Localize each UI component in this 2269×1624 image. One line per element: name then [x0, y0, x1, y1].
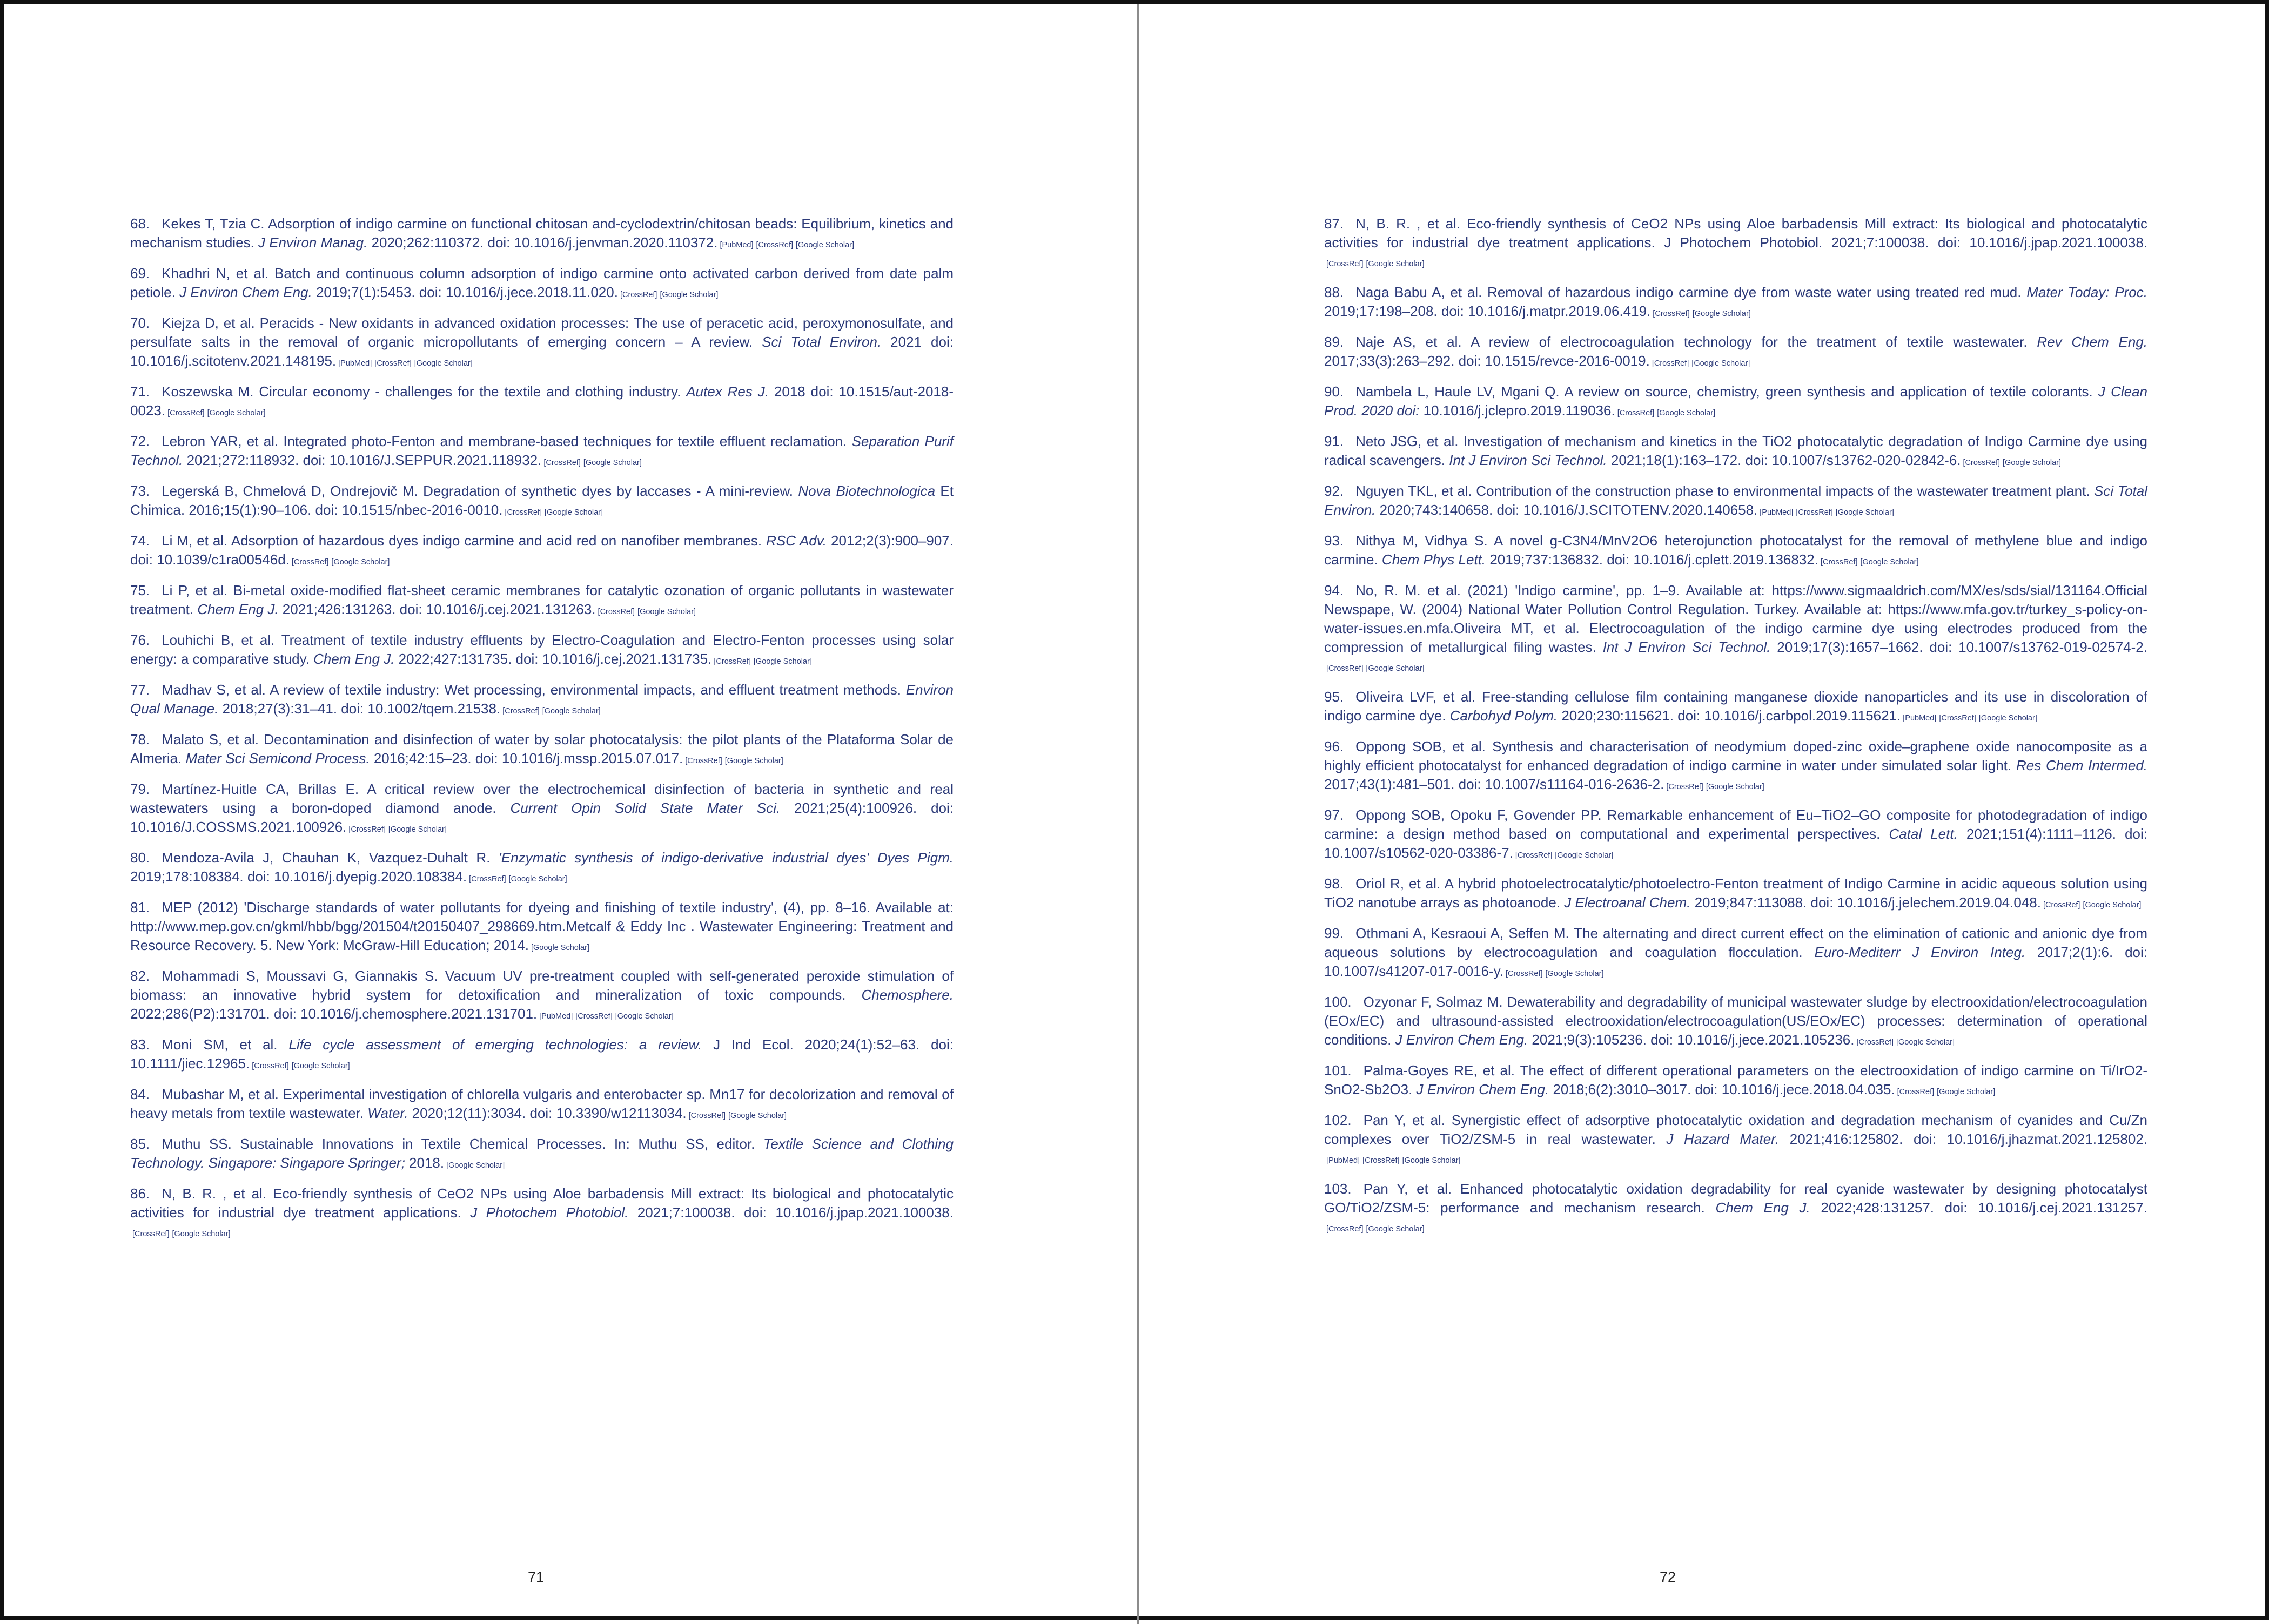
google-scholar-link[interactable]: [Google Scholar]	[331, 558, 390, 567]
reference-entry	[130, 382, 954, 420]
google-scholar-link[interactable]: [Google Scholar]	[1896, 1038, 1955, 1047]
reference-citation-details: 2017;2(1):6. doi: 10.1007/s41207-017-0016-y.	[1324, 944, 2147, 979]
reference-number: 90.	[1324, 383, 1344, 400]
reference-journal: RSC Adv.	[766, 533, 827, 549]
reference-journal: Chem Eng J.	[197, 601, 279, 617]
reference-links	[598, 608, 699, 616]
page-number-right: 72	[1659, 1569, 1676, 1585]
reference-journal: Water.	[367, 1105, 408, 1121]
crossref-link[interactable]: [CrossRef]	[685, 757, 722, 765]
google-scholar-link[interactable]: [Google Scholar]	[1860, 558, 1919, 567]
crossref-link[interactable]: [CrossRef]	[469, 875, 506, 884]
reference-links	[1326, 664, 1427, 673]
reference-links	[1821, 558, 1922, 567]
crossref-link[interactable]: [CrossRef]	[756, 241, 794, 250]
reference-number: 102.	[1324, 1112, 1352, 1128]
crossref-link[interactable]: [CrossRef]	[1326, 260, 1364, 268]
reference-citation-details: 2020;12(11):3034. doi: 10.3390/w12113034.	[408, 1105, 687, 1121]
reference-citation-details: Et Chimica. 2016;15(1):90–106. doi: 10.1515/nbec-2016-0010.	[130, 483, 954, 518]
reference-links	[502, 707, 603, 716]
reference-text: Moni SM, et al.	[162, 1036, 289, 1053]
reference-number: 68.	[130, 215, 150, 232]
reference-text: Mendoza-Avila J, Chauhan K, Vazquez-Duhalt R.	[162, 850, 499, 866]
reference-journal: Res Chem Intermed.	[2016, 757, 2148, 773]
crossref-link[interactable]: [CrossRef]	[543, 459, 581, 467]
reference-entry	[1324, 283, 2147, 321]
reference-number: 73.	[130, 483, 150, 499]
reference-entry	[1324, 531, 2147, 569]
reference-entry	[130, 898, 954, 955]
reference-citation-details: 2018;27(3):31–41. doi: 10.1002/tqem.21538.	[218, 700, 501, 717]
reference-citation-details: 2012;2(3):900–907. doi: 10.1039/c1ra00546d.	[130, 533, 954, 568]
reference-entry	[130, 1085, 954, 1123]
reference-entry	[130, 680, 954, 718]
reference-entry	[1324, 993, 2147, 1049]
reference-entry	[130, 1035, 954, 1073]
reference-citation-details: 2021;272:118932. doi: 10.1016/J.SEPPUR.2021.118932.	[183, 452, 542, 468]
crossref-link[interactable]: [CrossRef]	[1652, 359, 1689, 368]
google-scholar-link[interactable]: [Google Scholar]	[1545, 969, 1604, 978]
google-scholar-link[interactable]: [Google Scholar]	[1366, 664, 1425, 673]
reference-links	[1326, 1225, 1427, 1234]
reference-links	[1326, 260, 1427, 268]
reference-journal: Life cycle assessment of emerging technologies: a review.	[288, 1036, 702, 1053]
reference-text: Li P, et al. Bi-metal oxide-modified flat-sheet ceramic membranes for catalytic ozonation of organic pollutants in wastewater treatment.	[130, 582, 954, 617]
reference-entry	[130, 531, 954, 569]
reference-citation-details: 10.1016/j.jclepro.2019.119036.	[1419, 402, 1615, 419]
reference-links	[1652, 359, 1753, 368]
reference-journal: Chem Eng J.	[313, 651, 395, 667]
crossref-link[interactable]: [CrossRef]	[502, 707, 540, 716]
reference-links	[1963, 459, 2064, 467]
crossref-link[interactable]: [CrossRef]	[505, 508, 542, 517]
google-scholar-link[interactable]: [Google Scholar]	[1937, 1088, 1996, 1096]
pubmed-link[interactable]: [PubMed]	[338, 359, 372, 368]
reference-number: 84.	[130, 1086, 150, 1102]
reference-links	[469, 875, 570, 884]
crossref-link[interactable]: [CrossRef]	[1666, 783, 1703, 791]
reference-entry	[1324, 806, 2147, 862]
reference-journal: Mater Today: Proc.	[2026, 284, 2147, 300]
crossref-link[interactable]: [CrossRef]	[1326, 664, 1364, 673]
reference-citation-details: 2021;9(3):105236. doi: 10.1016/j.jece.2021.105236.	[1528, 1032, 1855, 1048]
google-scholar-link[interactable]: [Google Scholar]	[1555, 851, 1614, 860]
reference-number: 69.	[130, 265, 150, 281]
reference-links	[167, 409, 268, 417]
reference-entry	[1324, 874, 2147, 912]
reference-entry	[130, 967, 954, 1023]
reference-text: Ozyonar F, Solmaz M. Dewaterability and degradability of municipal wastewater sludge by electrooxidation/electrocoagulation (EOx/EC) and ultrasound-assisted electrooxidation/electrocoagulation(US/EOx/EC) processes: determination of operational conditions.	[1324, 994, 2147, 1048]
reference-links	[338, 359, 475, 368]
reference-citation-details: 2021;426:131263. doi: 10.1016/j.cej.2021.131263.	[278, 601, 596, 617]
reference-entry	[1324, 214, 2147, 271]
reference-entry	[1324, 581, 2147, 676]
reference-number: 83.	[130, 1036, 150, 1053]
google-scholar-link[interactable]: [Google Scholar]	[1706, 783, 1764, 791]
reference-journal: Separation Purif Technol.	[130, 433, 954, 468]
reference-links	[252, 1062, 353, 1070]
google-scholar-link[interactable]: [Google Scholar]	[1692, 309, 1751, 318]
reference-links	[292, 558, 393, 567]
reference-journal: Sci Total Environ.	[1324, 483, 2148, 518]
reference-number: 76.	[130, 632, 150, 648]
crossref-link[interactable]: [CrossRef]	[1617, 409, 1655, 417]
reference-number: 71.	[130, 383, 150, 400]
reference-links	[446, 1161, 507, 1170]
reference-number: 89.	[1324, 334, 1344, 350]
reference-text: Palma-Goyes RE, et al. The effect of different operational parameters on the electrooxidation of indigo carmine on Ti/IrO2-SnO2-Sb2O3.	[1324, 1062, 2147, 1097]
reference-journal: J Electroanal Chem.	[1564, 894, 1691, 911]
reference-journal: Carbohyd Polym.	[1449, 707, 1558, 724]
reference-citation-details: 2018.	[405, 1155, 445, 1171]
reference-entry	[1324, 482, 2147, 520]
reference-journal: J Environ Chem Eng.	[179, 284, 312, 300]
reference-links	[1897, 1088, 1998, 1096]
reference-links	[1903, 714, 2040, 723]
google-scholar-link[interactable]: [Google Scholar]	[508, 875, 567, 884]
reference-number: 74.	[130, 533, 150, 549]
reference-number: 98.	[1324, 875, 1344, 892]
reference-number: 95.	[1324, 689, 1344, 705]
reference-citation-details: 2019;847:113088. doi: 10.1016/j.jelechem.2019.04.048.	[1690, 894, 2041, 911]
reference-links	[505, 508, 606, 517]
page-gutter-divider	[1137, 4, 1139, 1624]
crossref-link[interactable]: [CrossRef]	[620, 291, 657, 299]
reference-text: Nguyen TKL, et al. Contribution of the construction phase to environmental impacts of the wastewater treatment plant.	[1355, 483, 2094, 499]
crossref-link[interactable]: [CrossRef]	[1362, 1156, 1400, 1165]
crossref-link[interactable]: [CrossRef]	[714, 657, 751, 666]
reference-entry	[130, 314, 954, 370]
pubmed-link[interactable]: [PubMed]	[720, 241, 754, 250]
reference-links	[1515, 851, 1616, 860]
crossref-link[interactable]: [CrossRef]	[1515, 851, 1553, 860]
crossref-link[interactable]: [CrossRef]	[1326, 1225, 1364, 1234]
reference-journal: J Environ Manag.	[258, 234, 368, 251]
reference-journal: Catal Lett.	[1889, 826, 1958, 842]
reference-entry	[130, 264, 954, 302]
reference-number: 99.	[1324, 925, 1344, 941]
reference-entry	[130, 482, 954, 520]
reference-journal: Chemosphere.	[861, 987, 954, 1003]
reference-entry	[130, 730, 954, 768]
reference-citation-details: 2020;262:110372. doi: 10.1016/j.jenvman.2020.110372.	[367, 234, 718, 251]
reference-links	[1856, 1038, 1957, 1047]
reference-number: 86.	[130, 1185, 150, 1202]
reference-journal: J Environ Chem Eng.	[1416, 1081, 1549, 1097]
google-scholar-link[interactable]: [Google Scholar]	[388, 825, 447, 834]
reference-links	[685, 757, 786, 765]
crossref-link[interactable]: [CrossRef]	[1653, 309, 1690, 318]
crossref-link[interactable]: [CrossRef]	[1796, 508, 1833, 517]
google-scholar-link[interactable]: [Google Scholar]	[542, 707, 601, 716]
reference-number: 82.	[130, 968, 150, 984]
google-scholar-link[interactable]: [Google Scholar]	[615, 1012, 674, 1021]
reference-number: 100.	[1324, 994, 1352, 1010]
google-scholar-link[interactable]: [Google Scholar]	[660, 291, 719, 299]
google-scholar-link[interactable]: [Google Scholar]	[1835, 508, 1894, 517]
reference-citation-details: 2022;428:131257. doi: 10.1016/j.cej.2021.131257.	[1810, 1200, 2147, 1216]
reference-number: 92.	[1324, 483, 1344, 499]
reference-entry	[130, 1184, 954, 1241]
reference-links	[539, 1012, 676, 1021]
reference-text: MEP (2012) 'Discharge standards of water pollutants for dyeing and finishing of textile industry', (4), pp. 8–16. Available at: http://www.mep.gov.cn/gkml/hbb/bgg/201504/t20150407_298669.htm.Metcalf & Eddy Inc . Wastewater Engineering: Treatment and Resource Recovery. 5. New York: McGraw-Hill Education; 2014.	[130, 899, 954, 953]
reference-journal: J Clean Prod. 2020 doi:	[1324, 383, 2147, 419]
google-scholar-link[interactable]: [Google Scholar]	[1978, 714, 2037, 723]
reference-citation-details: 2020;230:115621. doi: 10.1016/j.carbpol.2019.115621.	[1558, 707, 1901, 724]
reference-links	[1760, 508, 1897, 517]
reference-journal: Current Opin Solid State Mater Sci.	[510, 800, 781, 816]
reference-citation-details: 2021 doi: 10.1016/j.scitotenv.2021.148195.	[130, 334, 954, 369]
page-number-left: 71	[527, 1569, 545, 1585]
reference-citation-details: 2017;33(3):263–292. doi: 10.1515/revce-2016-0019.	[1324, 353, 1650, 369]
google-scholar-link[interactable]: [Google Scholar]	[1366, 1225, 1425, 1234]
reference-links	[543, 459, 645, 467]
google-scholar-link[interactable]: [Google Scholar]	[2003, 459, 2062, 467]
reference-journal: 'Enzymatic synthesis of indigo-derivative industrial dyes' Dyes Pigm.	[498, 850, 954, 866]
reference-links	[348, 825, 449, 834]
reference-entry	[1324, 1180, 2147, 1236]
reference-number: 80.	[130, 850, 150, 866]
reference-text: Legerská B, Chmelová D, Ondrejovič M. Degradation of synthetic dyes by laccases - A mini-review.	[162, 483, 798, 499]
reference-citation-details: 2021;416:125802. doi: 10.1016/j.jhazmat.2021.125802.	[1779, 1131, 2148, 1147]
reference-text: Louhichi B, et al. Treatment of textile industry effluents by Electro-Coagulation and Electro-Fenton processes using solar energy: a comparative study.	[130, 632, 954, 667]
crossref-link[interactable]: [CrossRef]	[688, 1111, 726, 1120]
google-scholar-link[interactable]: [Google Scholar]	[796, 241, 855, 250]
reference-entry	[130, 432, 954, 470]
reference-entry	[1324, 1111, 2147, 1168]
reference-entry	[1324, 432, 2147, 470]
pubmed-link[interactable]: [PubMed]	[1760, 508, 1794, 517]
reference-links	[2043, 901, 2144, 909]
crossref-link[interactable]: [CrossRef]	[374, 359, 412, 368]
reference-citation-details: 2019;737:136832. doi: 10.1016/j.cplett.2019.136832.	[1486, 551, 1818, 568]
reference-number: 77.	[130, 682, 150, 698]
reference-links	[689, 1111, 790, 1120]
reference-journal: Mater Sci Semicond Process.	[185, 750, 370, 766]
google-scholar-link[interactable]: [Google Scholar]	[446, 1161, 505, 1170]
google-scholar-link[interactable]: [Google Scholar]	[207, 409, 266, 417]
google-scholar-link[interactable]: [Google Scholar]	[1366, 260, 1425, 268]
reference-citation-details: 2019;7(1):5453. doi: 10.1016/j.jece.2018.11.020.	[312, 284, 618, 300]
left-page-references	[130, 214, 954, 1253]
pubmed-link[interactable]: [PubMed]	[539, 1012, 573, 1021]
google-scholar-link[interactable]: [Google Scholar]	[291, 1062, 350, 1070]
reference-citation-details: 2016;42:15–23. doi: 10.1016/j.mssp.2015.07.017.	[370, 750, 683, 766]
google-scholar-link[interactable]: [Google Scholar]	[545, 508, 603, 517]
crossref-link[interactable]: [CrossRef]	[575, 1012, 613, 1021]
reference-citation-details: J Ind Ecol. 2020;24(1):52–63. doi: 10.1111/jiec.12965.	[130, 1036, 954, 1072]
reference-number: 81.	[130, 899, 150, 915]
reference-text: Neto JSG, et al. Investigation of mechanism and kinetics in the TiO2 photocatalytic degradation of Indigo Carmine dye using radical scavengers.	[1324, 433, 2147, 468]
reference-citation-details: 2022;427:131735. doi: 10.1016/j.cej.2021.131735.	[394, 651, 712, 667]
reference-number: 93.	[1324, 533, 1344, 549]
reference-links	[1617, 409, 1718, 417]
reference-citation-details: 2018;6(2):3010–3017. doi: 10.1016/j.jece.2018.04.035.	[1549, 1081, 1895, 1097]
reference-journal: Chem Phys Lett.	[1381, 551, 1486, 568]
reference-text: Oppong SOB, Opoku F, Govender PP. Remarkable enhancement of Eu–TiO2–GO composite for photodegradation of indigo carmine: a design method based on computational and experimental perspectives.	[1324, 807, 2147, 842]
reference-journal: Euro-Mediterr J Environ Integ.	[1814, 944, 2026, 960]
google-scholar-link[interactable]: [Google Scholar]	[637, 608, 696, 616]
crossref-link[interactable]: [CrossRef]	[252, 1062, 289, 1070]
reference-text: No, R. M. et al. (2021) 'Indigo carmine', pp. 1–9. Available at: https://www.sigmaaldrich.com/MX/es/sds/sial/131164.Official Newspape, W. (2004) National Water Pollution Control Regulation. Turkey. Available at: https://www.mfa.gov.tr/turkey_s-policy-on-water-issues.en.mfa.Oliveira MT, et al. Electrocoagulation of the indigo carmine dye using electrodes produced from the compression of metallurgical filing wastes.	[1324, 582, 2147, 655]
reference-journal: J Photochem Photobiol.	[470, 1204, 629, 1221]
reference-text: Nambela L, Haule LV, Mgani Q. A review on source, chemistry, green synthesis and application of textile colorants.	[1355, 383, 2098, 400]
reference-journal: J Hazard Mater.	[1666, 1131, 1780, 1147]
reference-journal: Sci Total Environ.	[762, 334, 882, 350]
google-scholar-link[interactable]: [Google Scholar]	[1402, 1156, 1461, 1165]
crossref-link[interactable]: [CrossRef]	[1963, 459, 2001, 467]
reference-text: Lebron YAR, et al. Integrated photo-Fenton and membrane-based techniques for textile effluent reclamation.	[162, 433, 852, 449]
reference-text: Oliveira LVF, et al. Free-standing cellulose film containing manganese dioxide nanoparticles and its use in discoloration of indigo carmine dye.	[1324, 689, 2147, 724]
reference-text: Kiejza D, et al. Peracids - New oxidants in advanced oxidation processes: The use of peracetic acid, peroxymonosulfate, and persulfate salts in the removal of organic micropollutants of emerging concern – A review.	[130, 315, 954, 350]
google-scholar-link[interactable]: [Google Scholar]	[414, 359, 473, 368]
reference-links	[1666, 783, 1767, 791]
crossref-link[interactable]: [CrossRef]	[1821, 558, 1858, 567]
crossref-link[interactable]: [CrossRef]	[1856, 1038, 1894, 1047]
google-scholar-link[interactable]: [Google Scholar]	[583, 459, 642, 467]
reference-number: 103.	[1324, 1181, 1352, 1197]
reference-text: Malato S, et al. Decontamination and disinfection of water by solar photocatalysis: the pilot plants of the Plataforma Solar de Almeria.	[130, 731, 954, 766]
reference-links	[1653, 309, 1754, 318]
crossref-link[interactable]: [CrossRef]	[1506, 969, 1543, 978]
reference-number: 91.	[1324, 433, 1344, 449]
google-scholar-link[interactable]: [Google Scholar]	[724, 757, 783, 765]
reference-entry	[130, 780, 954, 837]
crossref-link[interactable]: [CrossRef]	[132, 1230, 170, 1238]
reference-entry	[1324, 924, 2147, 981]
reference-text: Oriol R, et al. A hybrid photoelectrocatalytic/photoelectro-Fenton treatment of Indigo Carmine in acidic aqueous solution using TiO2 nanotube arrays as photoanode.	[1324, 875, 2147, 911]
reference-number: 75.	[130, 582, 150, 598]
reference-number: 87.	[1324, 215, 1344, 232]
reference-citation-details: 2021;151(4):1111–1126. doi: 10.1007/s10562-020-03386-7.	[1324, 826, 2147, 861]
reference-links	[1506, 969, 1607, 978]
reference-journal: Nova Biotechnologica	[798, 483, 936, 499]
reference-journal: Textile Science and Clothing Technology. Singapore: Singapore Springer;	[130, 1136, 954, 1171]
reference-entry	[130, 848, 954, 886]
reference-text: N, B. R. , et al. Eco-friendly synthesis of CeO2 NPs using Aloe barbadensis Mill extract: Its biological and photocatalytic activities for industrial dye treatment applications. J Photochem Photobiol. 2021;7:100038. doi: 10.1016/j.jpap.2021.100038.	[1324, 215, 2147, 251]
reference-citation-details: 2019;178:108384. doi: 10.1016/j.dyepig.2020.108384.	[130, 868, 467, 885]
reference-entry	[1324, 382, 2147, 420]
reference-journal: Chem Eng J.	[1715, 1200, 1810, 1216]
reference-text: Naga Babu A, et al. Removal of hazardous indigo carmine dye from waste water using treated red mud.	[1355, 284, 2027, 300]
reference-entry	[130, 581, 954, 619]
reference-text: Koszewska M. Circular economy - challenges for the textile and clothing industry.	[162, 383, 687, 400]
reference-entry	[1324, 737, 2147, 794]
google-scholar-link[interactable]: [Google Scholar]	[1691, 359, 1750, 368]
reference-citation-details: 2021;25(4):100926. doi: 10.1016/J.COSSMS.2021.100926.	[130, 800, 954, 835]
reference-citation-details: 2021;7:100038. doi: 10.1016/j.jpap.2021.100038.	[628, 1204, 954, 1221]
crossref-link[interactable]: [CrossRef]	[2043, 901, 2080, 909]
google-scholar-link[interactable]: [Google Scholar]	[531, 944, 589, 952]
reference-text: Oppong SOB, et al. Synthesis and characterisation of neodymium doped-zinc oxide–graphene oxide nanocomposite as a highly efficient photocatalyst for enhanced degradation of indigo carmine in water under simulated solar light.	[1324, 738, 2147, 773]
reference-text: Naje AS, et al. A review of electrocoagulation technology for the treatment of textile wastewater.	[1355, 334, 2037, 350]
google-scholar-link[interactable]: [Google Scholar]	[2083, 901, 2142, 909]
reference-citation-details: 2021;18(1):163–172. doi: 10.1007/s13762-020-02842-6.	[1607, 452, 1961, 468]
reference-text: Pan Y, et al. Synergistic effect of adsorptive photocatalytic oxidation and degradation mechanism of cyanides and Cu/Zn complexes over TiO2/ZSM-5 in real wastewater.	[1324, 1112, 2147, 1147]
pubmed-link[interactable]: [PubMed]	[1903, 714, 1937, 723]
reference-text: Martínez-Huitle CA, Brillas E. A critical review over the electrochemical disinfection of bacteria in synthetic and real wastewaters using a boron-doped diamond anode.	[130, 781, 954, 816]
reference-number: 88.	[1324, 284, 1344, 300]
reference-number: 70.	[130, 315, 150, 331]
reference-citation-details: 2019;17:198–208. doi: 10.1016/j.matpr.2019.06.419.	[1324, 303, 1651, 319]
reference-text: Pan Y, et al. Enhanced photocatalytic oxidation degradability for real cyanide wastewater by designing photocatalyst GO/TiO2/ZSM-5: performance and mechanism research.	[1324, 1181, 2147, 1216]
reference-number: 94.	[1324, 582, 1344, 598]
reference-text: Kekes T, Tzia C. Adsorption of indigo carmine on functional chitosan and-cyclodextrin/chitosan beads: Equilibrium, kinetics and mechanism studies.	[130, 215, 954, 251]
reference-text: Mubashar M, et al. Experimental investigation of chlorella vulgaris and enterobacter sp. Mn17 for decolorization and removal of heavy metals from textile wastewater.	[130, 1086, 954, 1121]
crossref-link[interactable]: [CrossRef]	[167, 409, 205, 417]
google-scholar-link[interactable]: [Google Scholar]	[728, 1111, 787, 1120]
reference-number: 78.	[130, 731, 150, 747]
reference-links	[1326, 1156, 1464, 1165]
crossref-link[interactable]: [CrossRef]	[1897, 1088, 1935, 1096]
reference-links	[620, 291, 721, 299]
reference-entry	[1324, 688, 2147, 725]
reference-number: 97.	[1324, 807, 1344, 823]
reference-number: 72.	[130, 433, 150, 449]
pubmed-link[interactable]: [PubMed]	[1326, 1156, 1360, 1165]
reference-text: Khadhri N, et al. Batch and continuous column adsorption of indigo carmine onto activated carbon derived from date palm petiole.	[130, 265, 954, 300]
right-page-references	[1324, 214, 2147, 1248]
google-scholar-link[interactable]: [Google Scholar]	[1657, 409, 1716, 417]
reference-text: Li M, et al. Adsorption of hazardous dyes indigo carmine and acid red on nanofiber membranes.	[162, 533, 767, 549]
reference-journal: Autex Res J.	[686, 383, 769, 400]
reference-citation-details: 2019;17(3):1657–1662. doi: 10.1007/s13762-019-02574-2.	[1770, 639, 2147, 655]
reference-entry	[1324, 1061, 2147, 1099]
reference-journal: Rev Chem Eng.	[2037, 334, 2147, 350]
reference-links	[720, 241, 857, 250]
reference-links	[714, 657, 815, 666]
crossref-link[interactable]: [CrossRef]	[348, 825, 386, 834]
reference-text: Nithya M, Vidhya S. A novel g-C3N4/MnV2O6 heterojunction photocatalyst for the removal of methylene blue and indigo carmine.	[1324, 533, 2147, 568]
reference-entry	[130, 1135, 954, 1172]
reference-links	[531, 944, 592, 952]
crossref-link[interactable]: [CrossRef]	[1939, 714, 1976, 723]
reference-number: 101.	[1324, 1062, 1352, 1079]
google-scholar-link[interactable]: [Google Scholar]	[753, 657, 812, 666]
reference-number: 79.	[130, 781, 150, 797]
reference-text: N, B. R. , et al. Eco-friendly synthesis of CeO2 NPs using Aloe barbadensis Mill extract: Its biological and photocatalytic activities for industrial dye treatment applications.	[130, 1185, 954, 1221]
reference-text: Madhav S, et al. A review of textile industry: Wet processing, environmental impacts, and effluent treatment methods.	[162, 682, 906, 698]
reference-journal: J Environ Chem Eng.	[1395, 1032, 1528, 1048]
reference-number: 96.	[1324, 738, 1344, 754]
reference-text: Muthu SS. Sustainable Innovations in Textile Chemical Processes. In: Muthu SS, editor.	[162, 1136, 763, 1152]
reference-text: Mohammadi S, Moussavi G, Giannakis S. Vacuum UV pre-treatment coupled with self-generated peroxide stimulation of biomass: an innovative hybrid system for detoxification and mineralization of toxic compounds.	[130, 968, 954, 1003]
reference-journal: Int J Environ Sci Technol.	[1602, 639, 1771, 655]
reference-text: Othmani A, Kesraoui A, Seffen M. The alternating and direct current effect on the elimination of cationic and anionic dye from aqueous solutions by electrocoagulation and coagulation flocculation.	[1324, 925, 2147, 960]
reference-entry	[1324, 333, 2147, 370]
reference-number: 85.	[130, 1136, 150, 1152]
reference-citation-details: 2020;743:140658. doi: 10.1016/J.SCITOTENV.2020.140658.	[1375, 502, 1758, 518]
reference-citation-details: 2017;43(1):481–501. doi: 10.1007/s11164-016-2636-2.	[1324, 776, 1664, 792]
reference-entry	[130, 214, 954, 252]
reference-links	[132, 1230, 233, 1238]
google-scholar-link[interactable]: [Google Scholar]	[172, 1230, 231, 1238]
reference-journal: Environ Qual Manage.	[130, 682, 954, 717]
crossref-link[interactable]: [CrossRef]	[291, 558, 329, 567]
crossref-link[interactable]: [CrossRef]	[598, 608, 635, 616]
reference-citation-details: 2022;286(P2):131701. doi: 10.1016/j.chemosphere.2021.131701.	[130, 1006, 538, 1022]
reference-journal: Int J Environ Sci Technol.	[1449, 452, 1607, 468]
reference-entry	[130, 631, 954, 669]
reference-citation-details: 2018 doi: 10.1515/aut-2018-0023.	[130, 383, 954, 419]
